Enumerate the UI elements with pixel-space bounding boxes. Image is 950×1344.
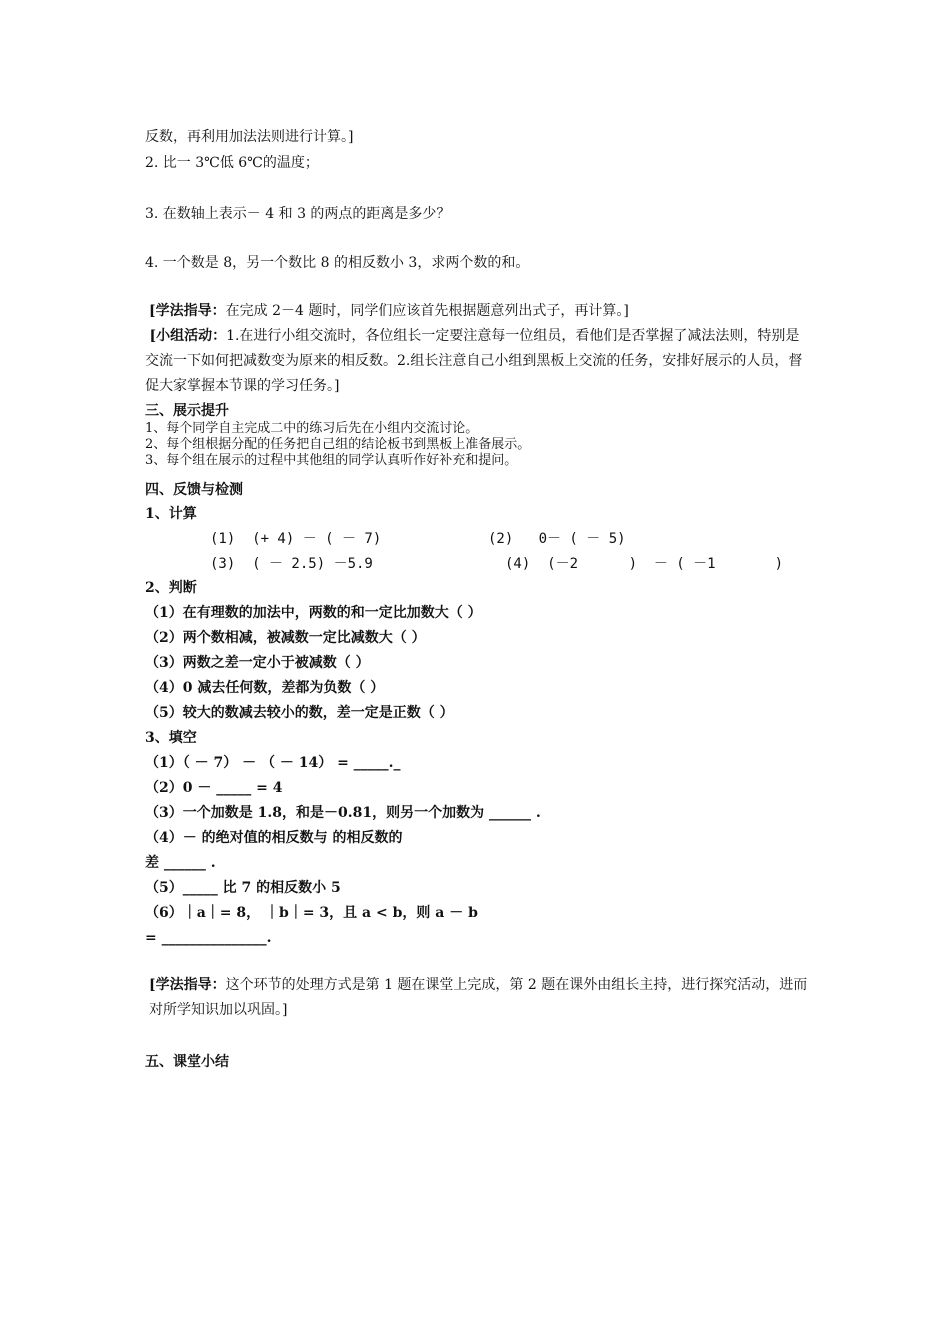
study-guide-text: 这个环节的处理方式是第 1 题在课堂上完成，第 2 题在课外由组长主持，进行探究活动，进而对所学知识加以巩固。]: [149, 977, 808, 1018]
fill-item: = _______________.: [145, 930, 272, 946]
study-guide-tag: [学法指导：: [149, 977, 226, 993]
section-3-item: 2、每个组根据分配的任务把自己组的结论板书到黑板上准备展示。: [145, 437, 531, 452]
study-guide-text: 在完成 2－4 题时，同学们应该首先根据题意列出式子，再计算。]: [225, 303, 629, 319]
section-3-title: 三、展示提升: [145, 403, 229, 419]
calc-item: (1) (+ 4) － ( － 7): [210, 531, 382, 547]
question-2: 2. 比一 3℃低 6℃的温度；: [145, 155, 319, 171]
fill-title: 3、填空: [145, 730, 197, 746]
section-4-title: 四、反馈与检测: [145, 482, 243, 498]
section-3-item: 1、每个同学自主完成二中的练习后先在小组内交流讨论。: [145, 421, 479, 436]
calc-item: (2) 0－ ( － 5): [488, 531, 626, 547]
study-guide-1: [149, 299, 809, 324]
question-3: 3. 在数轴上表示－ 4 和 3 的两点的距离是多少？: [145, 206, 451, 222]
fill-item: （3）一个加数是 1.8，和是－0.81，则另一个加数为 ______ .: [145, 805, 541, 821]
fill-item: 差 ______ .: [145, 855, 216, 871]
judge-title: 2、判断: [145, 580, 197, 596]
fill-item: （6）｜a｜= 8， ｜b｜= 3，且 a < b，则 a － b: [145, 905, 478, 921]
group-activity: [145, 324, 810, 399]
fill-item: （1）（ － 7） － （ － 14） = _____._: [145, 755, 401, 771]
study-guide-2: [149, 973, 809, 1023]
judge-item: （3）两数之差一定小于被减数（ ）: [145, 655, 370, 671]
calc-title: 1、计算: [145, 506, 197, 522]
study-guide-tag: [学法指导：: [149, 303, 226, 319]
calc-item: (4) (－2 ) － ( －1 ): [505, 556, 784, 572]
fill-item: （4）－ 的绝对值的相反数与 的相反数的: [145, 830, 403, 846]
judge-item: （2）两个数相减，被减数一定比减数大（ ）: [145, 630, 426, 646]
intro-line: 反数，再利用加法法则进行计算。]: [145, 129, 354, 145]
group-activity-text: 1.在进行小组交流时，各位组长一定要注意每一位组员，看他们是否掌握了减法法则，特别是交流一下如何把减数变为原来的相反数。2.组长注意自己小组到黑板上交流的任务，安排好展示的人员，督促大家掌握本节课的学习任务。]: [145, 328, 803, 394]
group-activity-tag: [小组活动：: [149, 328, 227, 344]
judge-item: （1）在有理数的加法中，两数的和一定比加数大（ ）: [145, 605, 482, 621]
section-3-item: 3、每个组在展示的过程中其他组的同学认真听作好补充和提问。: [145, 453, 518, 468]
fill-item: （5）_____ 比 7 的相反数小 5: [145, 880, 341, 896]
calc-item: (3) ( － 2.5) －5.9: [210, 556, 373, 572]
judge-item: （5）较大的数减去较小的数，差一定是正数（ ）: [145, 705, 454, 721]
judge-item: （4）0 减去任何数，差都为负数（ ）: [145, 680, 385, 696]
question-4: 4. 一个数是 8，另一个数比 8 的相反数小 3，求两个数的和。: [145, 255, 530, 271]
fill-item: （2）0 － _____ = 4: [145, 780, 283, 796]
section-5-title: 五、课堂小结: [145, 1054, 229, 1070]
